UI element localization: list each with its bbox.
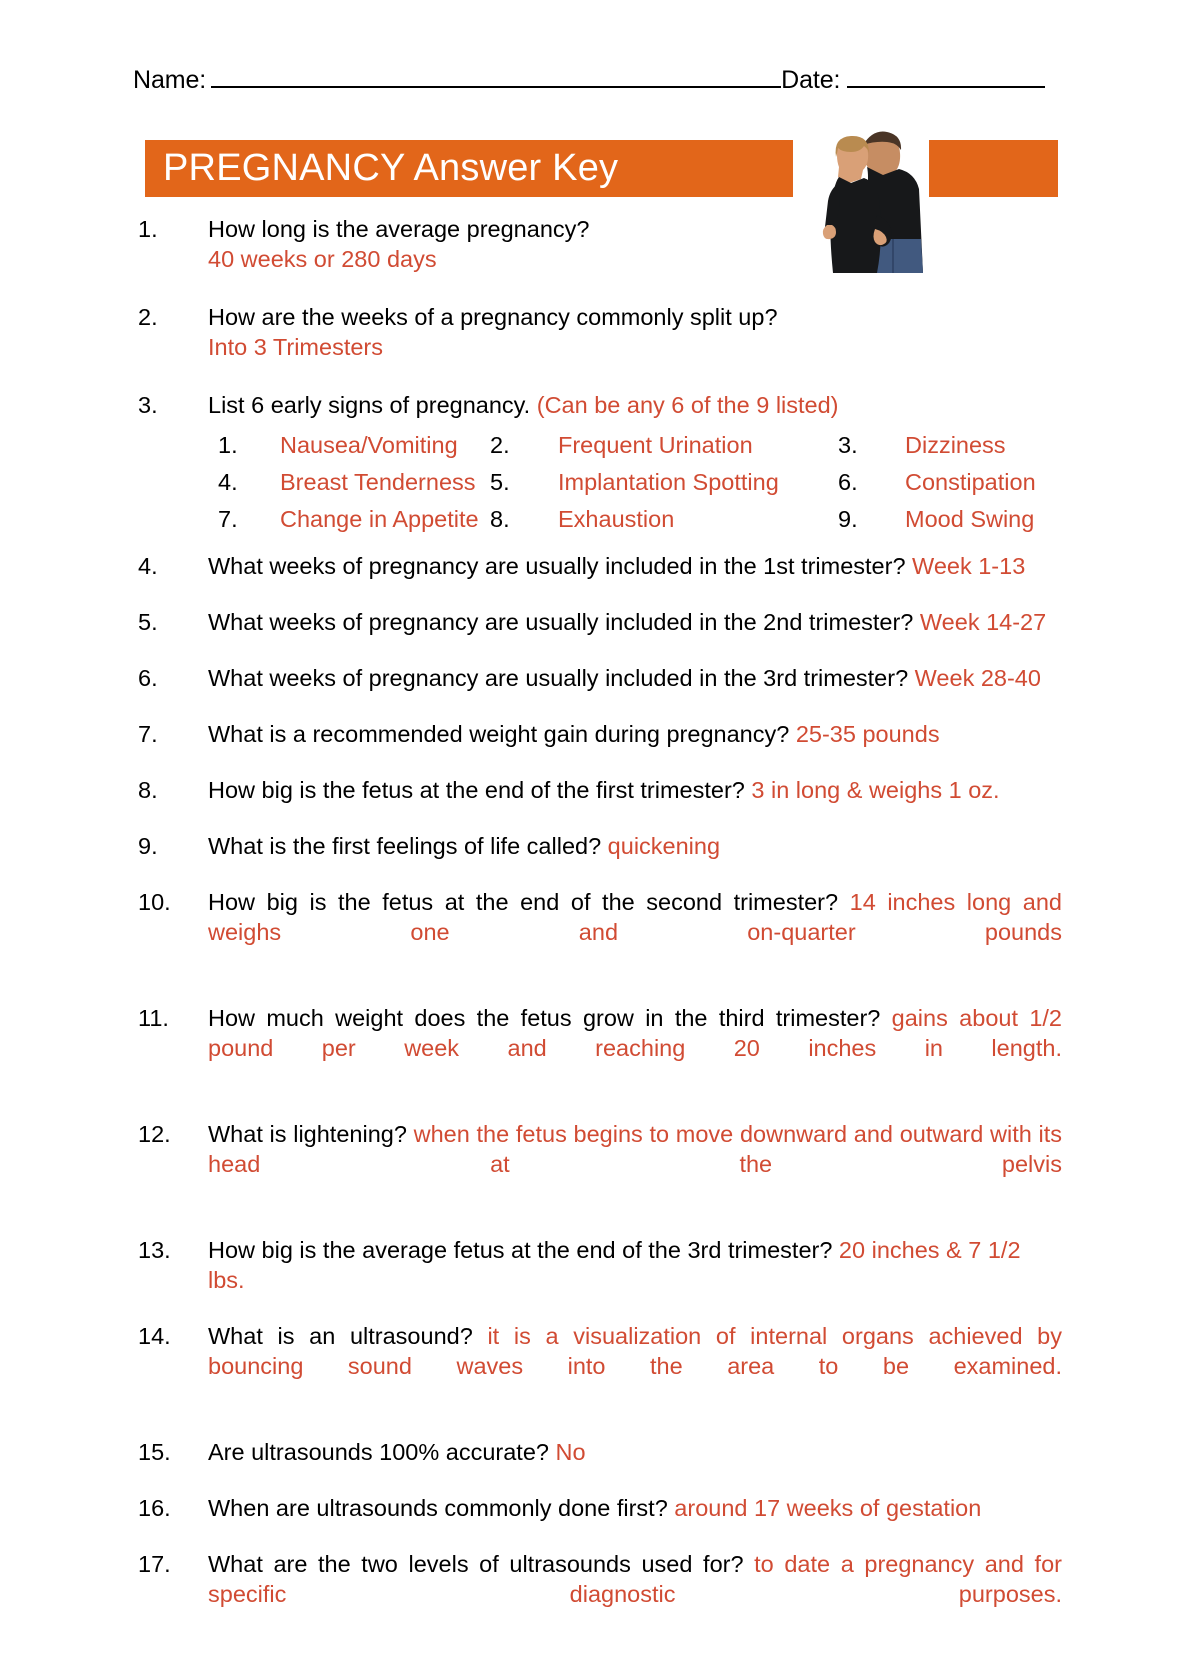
answer-text: Week 28-40 (908, 665, 1041, 691)
question-text: What is a recommended weight gain during pregnancy? (208, 721, 790, 747)
question-item (0, 1003, 1187, 1093)
question-number: 4. (138, 553, 158, 579)
early-sign-label: Frequent Urination (558, 432, 753, 458)
question-body (208, 1003, 1062, 1093)
answer-text: Week 14-27 (913, 609, 1047, 635)
question-item (0, 551, 1187, 581)
question-body (208, 1321, 1062, 1411)
early-sign-label: Mood Swing (905, 506, 1035, 532)
question-text: Are ultrasounds 100% accurate? (208, 1439, 549, 1465)
early-sign-number: 8. (490, 506, 510, 532)
answer-text: 40 weeks or 280 days (208, 246, 437, 272)
early-sign-number: 5. (490, 469, 510, 495)
question-text: How long is the average pregnancy? (208, 216, 590, 242)
answer-text: 14 inches long and weighs one and on-quarter pounds (208, 889, 1062, 945)
question-item (0, 1549, 1187, 1639)
early-sign-label: Breast Tenderness (280, 469, 476, 495)
question-list (0, 214, 1187, 1665)
early-sign-number: 3. (838, 432, 858, 458)
question-text: What are the two levels of ultrasounds used for? (208, 1551, 744, 1577)
name-date-row (133, 66, 1053, 100)
name-write-line[interactable] (211, 66, 781, 88)
question-number: 14. (138, 1323, 171, 1349)
question-item (0, 831, 1187, 861)
question-body (208, 1437, 1062, 1467)
question-number: 12. (138, 1121, 171, 1147)
question-text: How are the weeks of a pregnancy commonly split up? (208, 304, 778, 330)
question-item (0, 1321, 1187, 1411)
question-body (208, 887, 1062, 977)
question-item (0, 607, 1187, 637)
question-text: What weeks of pregnancy are usually included in the 2nd trimester? (208, 609, 914, 635)
question-body (208, 831, 1062, 861)
answer-text: 20 inches & 7 1/2 lbs. (208, 1237, 1021, 1293)
question-item (0, 887, 1187, 977)
question-number: 1. (138, 216, 158, 242)
early-sign-number: 6. (838, 469, 858, 495)
question-body (208, 1549, 1062, 1639)
date-write-line[interactable] (847, 66, 1045, 88)
date-label: Date: (781, 66, 841, 94)
question-text: What is an ultrasound? (208, 1323, 473, 1349)
question-item (0, 719, 1187, 749)
question-number: 5. (138, 609, 158, 635)
question-body (208, 663, 1062, 693)
answer-text: to date a pregnancy and for specific diagnostic purposes. (208, 1551, 1062, 1607)
question-text: List 6 early signs of pregnancy. (208, 392, 531, 418)
question-number: 3. (138, 392, 158, 418)
question-body (208, 1493, 1062, 1523)
early-signs-row (0, 467, 1187, 504)
question-item (0, 1235, 1187, 1295)
answer-text: around 17 weeks of gestation (667, 1495, 982, 1521)
question-text: What is the first feelings of life called? (208, 833, 602, 859)
answer-text: 3 in long & weighs 1 oz. (744, 777, 1000, 803)
answer-text: Week 1-13 (905, 553, 1026, 579)
answer-text: Into 3 Trimesters (208, 334, 383, 360)
question-body (208, 719, 1062, 749)
question-number: 10. (138, 889, 171, 915)
page-title: PREGNANCY Answer Key (163, 147, 619, 189)
early-signs-row (0, 430, 1187, 467)
early-sign-number: 7. (218, 506, 238, 532)
question-number: 8. (138, 777, 158, 803)
question-body (208, 302, 1062, 362)
question-text: How big is the average fetus at the end of the 3rd trimester? (208, 1237, 833, 1263)
answer-text: 25-35 pounds (789, 721, 940, 747)
question-body (208, 1119, 1062, 1209)
question-text: How much weight does the fetus grow in the third trimester? (208, 1005, 881, 1031)
answer-text: it is a visualization of internal organs achieved by bouncing sound waves into the area to be examined. (208, 1323, 1063, 1379)
answer-text: when the fetus begins to move downward and outward with its head at the pelvis (208, 1121, 1062, 1177)
answer-text: quickening (601, 833, 721, 859)
question-body (208, 551, 1062, 581)
early-sign-number: 2. (490, 432, 510, 458)
answer-text: (Can be any 6 of the 9 listed) (530, 392, 839, 418)
question-number: 17. (138, 1551, 171, 1577)
question-item (0, 302, 1187, 362)
question-number: 16. (138, 1495, 171, 1521)
early-sign-label: Exhaustion (558, 506, 675, 532)
question-text: When are ultrasounds commonly done first? (208, 1495, 668, 1521)
question-item (0, 1493, 1187, 1523)
question-text: How big is the fetus at the end of the second trimester? (208, 889, 839, 915)
question-item (0, 663, 1187, 693)
early-sign-number: 4. (218, 469, 238, 495)
early-sign-label: Nausea/Vomiting (280, 432, 458, 458)
question-number: 6. (138, 665, 158, 691)
question-item (0, 775, 1187, 805)
question-item (0, 1119, 1187, 1209)
question-body (208, 775, 1062, 805)
early-sign-number: 9. (838, 506, 858, 532)
question-text: How big is the fetus at the end of the first trimester? (208, 777, 745, 803)
early-signs-grid (0, 430, 1187, 545)
question-body (208, 390, 1062, 420)
question-number: 11. (138, 1005, 169, 1031)
early-sign-label: Dizziness (905, 432, 1006, 458)
early-signs-row (0, 504, 1187, 541)
question-number: 13. (138, 1237, 171, 1263)
question-number: 2. (138, 304, 158, 330)
question-item (0, 390, 1187, 420)
question-text: What weeks of pregnancy are usually included in the 3rd trimester? (208, 665, 909, 691)
early-sign-label: Constipation (905, 469, 1036, 495)
question-body (208, 214, 1062, 274)
question-number: 7. (138, 721, 158, 747)
answer-text: No (548, 1439, 586, 1465)
question-text: What is lightening? (208, 1121, 407, 1147)
answer-text: gains about 1/2 pound per week and reaching 20 inches in length. (208, 1005, 1062, 1061)
early-sign-label: Change in Appetite (280, 506, 479, 532)
question-text: What weeks of pregnancy are usually included in the 1st trimester? (208, 553, 906, 579)
question-body (208, 1235, 1062, 1295)
question-number: 9. (138, 833, 158, 859)
question-number: 15. (138, 1439, 171, 1465)
name-label: Name: (133, 66, 207, 94)
question-item (0, 1437, 1187, 1467)
question-item (0, 214, 1187, 274)
question-body (208, 607, 1062, 637)
early-sign-label: Implantation Spotting (558, 469, 779, 495)
early-sign-number: 1. (218, 432, 238, 458)
